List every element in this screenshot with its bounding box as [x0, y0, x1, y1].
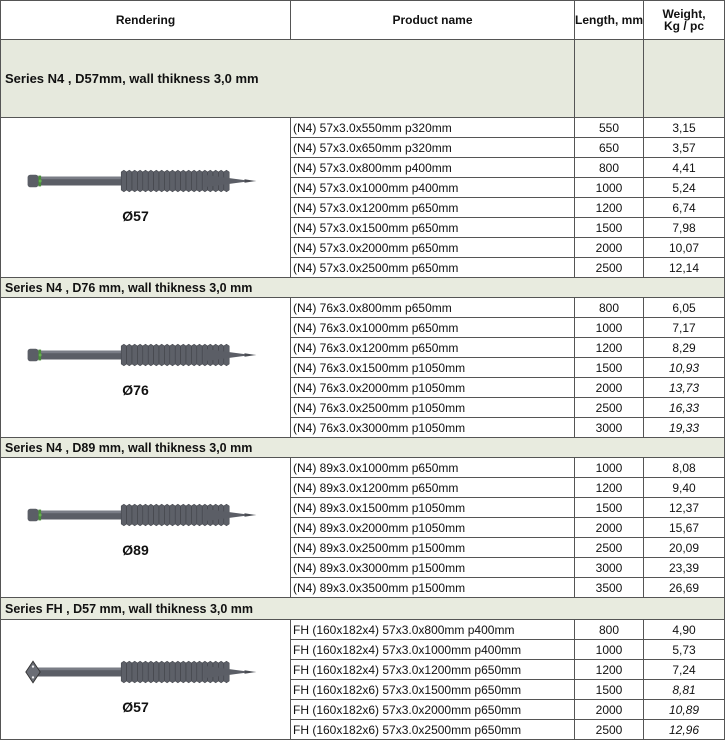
weight-value: 8,08 [644, 458, 725, 478]
header-rendering: Rendering [0, 0, 291, 40]
weight-value: 3,15 [644, 118, 725, 138]
rendering-cell [0, 118, 291, 278]
length-value: 1500 [575, 358, 644, 378]
weight-value: 7,17 [644, 318, 725, 338]
product-name: FH (160x182x4) 57x3.0x800mm p400mm [291, 620, 575, 640]
weight-value: 10,93 [644, 358, 725, 378]
product-name: FH (160x182x6) 57x3.0x2000mm p650mm [291, 700, 575, 720]
series-title-length-cell [575, 40, 644, 118]
diameter-label: Ø89 [122, 542, 149, 558]
header-length: Length, mm [575, 0, 644, 40]
length-value: 3000 [575, 558, 644, 578]
length-value: 800 [575, 298, 644, 318]
length-value: 550 [575, 118, 644, 138]
product-name: (N4) 89x3.0x2500mm p1500mm [291, 538, 575, 558]
product-name: (N4) 89x3.0x3000mm p1500mm [291, 558, 575, 578]
length-value: 1500 [575, 680, 644, 700]
rendering-cell [0, 458, 291, 598]
weight-value: 7,24 [644, 660, 725, 680]
weight-value: 9,40 [644, 478, 725, 498]
weight-value: 15,67 [644, 518, 725, 538]
rendering-cell [0, 298, 291, 438]
series-title: Series FH , D57 mm, wall thikness 3,0 mm [0, 598, 725, 620]
product-name: (N4) 76x3.0x2000mm p1050mm [291, 378, 575, 398]
product-name: (N4) 57x3.0x2000mm p650mm [291, 238, 575, 258]
ground-screw-icon [11, 654, 271, 690]
length-value: 1000 [575, 640, 644, 660]
product-name: (N4) 89x3.0x1500mm p1050mm [291, 498, 575, 518]
length-value: 2000 [575, 700, 644, 720]
product-name: (N4) 89x3.0x1000mm p650mm [291, 458, 575, 478]
header-weight-line1: Weight, [662, 7, 706, 21]
product-name: (N4) 57x3.0x1200mm p650mm [291, 198, 575, 218]
series-title: Series N4 , D57mm, wall thikness 3,0 mm [0, 40, 575, 118]
weight-value: 4,41 [644, 158, 725, 178]
rendering-cell [0, 620, 291, 740]
ground-screw-icon [11, 497, 271, 533]
weight-value: 8,81 [644, 680, 725, 700]
product-name: FH (160x182x4) 57x3.0x1200mm p650mm [291, 660, 575, 680]
weight-value: 3,57 [644, 138, 725, 158]
weight-value: 10,07 [644, 238, 725, 258]
weight-value: 8,29 [644, 338, 725, 358]
weight-value: 20,09 [644, 538, 725, 558]
weight-value: 7,98 [644, 218, 725, 238]
length-value: 800 [575, 620, 644, 640]
series-title: Series N4 , D89 mm, wall thikness 3,0 mm [0, 438, 725, 458]
product-name: (N4) 57x3.0x650mm p320mm [291, 138, 575, 158]
weight-value: 6,05 [644, 298, 725, 318]
product-name: (N4) 76x3.0x1500mm p1050mm [291, 358, 575, 378]
series-title-weight-cell [644, 40, 725, 118]
length-value: 1200 [575, 660, 644, 680]
weight-value: 19,33 [644, 418, 725, 438]
weight-value: 23,39 [644, 558, 725, 578]
weight-value: 12,14 [644, 258, 725, 278]
length-value: 2500 [575, 538, 644, 558]
length-value: 2000 [575, 238, 644, 258]
length-value: 800 [575, 158, 644, 178]
series-title: Series N4 , D76 mm, wall thikness 3,0 mm [0, 278, 725, 298]
length-value: 1200 [575, 478, 644, 498]
product-name: FH (160x182x4) 57x3.0x1000mm p400mm [291, 640, 575, 660]
length-value: 650 [575, 138, 644, 158]
weight-value: 13,73 [644, 378, 725, 398]
length-value: 1500 [575, 498, 644, 518]
product-name: (N4) 89x3.0x2000mm p1050mm [291, 518, 575, 538]
length-value: 2000 [575, 518, 644, 538]
length-value: 1000 [575, 318, 644, 338]
weight-value: 4,90 [644, 620, 725, 640]
weight-value: 16,33 [644, 398, 725, 418]
length-value: 2500 [575, 398, 644, 418]
length-value: 3000 [575, 418, 644, 438]
product-name: (N4) 57x3.0x2500mm p650mm [291, 258, 575, 278]
weight-value: 6,74 [644, 198, 725, 218]
product-name: (N4) 76x3.0x2500mm p1050mm [291, 398, 575, 418]
product-name: (N4) 57x3.0x550mm p320mm [291, 118, 575, 138]
product-name: (N4) 57x3.0x800mm p400mm [291, 158, 575, 178]
product-name: (N4) 76x3.0x1000mm p650mm [291, 318, 575, 338]
ground-screw-icon [11, 337, 271, 373]
weight-value: 10,89 [644, 700, 725, 720]
header-product-name: Product name [291, 0, 575, 40]
weight-value: 26,69 [644, 578, 725, 598]
product-name: (N4) 57x3.0x1000mm p400mm [291, 178, 575, 198]
length-value: 1200 [575, 338, 644, 358]
product-name: (N4) 76x3.0x3000mm p1050mm [291, 418, 575, 438]
product-name: (N4) 76x3.0x1200mm p650mm [291, 338, 575, 358]
weight-value: 12,37 [644, 498, 725, 518]
diameter-label: Ø57 [122, 208, 149, 224]
ground-screw-icon [11, 163, 271, 199]
length-value: 3500 [575, 578, 644, 598]
diameter-label: Ø57 [122, 699, 149, 715]
weight-value: 12,96 [644, 720, 725, 740]
header-weight [644, 0, 725, 40]
product-name: FH (160x182x6) 57x3.0x2500mm p650mm [291, 720, 575, 740]
length-value: 2500 [575, 258, 644, 278]
length-value: 1500 [575, 218, 644, 238]
product-name: (N4) 76x3.0x800mm p650mm [291, 298, 575, 318]
product-name: FH (160x182x6) 57x3.0x1500mm p650mm [291, 680, 575, 700]
product-name: (N4) 89x3.0x1200mm p650mm [291, 478, 575, 498]
length-value: 2000 [575, 378, 644, 398]
length-value: 1000 [575, 178, 644, 198]
product-name: (N4) 89x3.0x3500mm p1500mm [291, 578, 575, 598]
weight-value: 5,73 [644, 640, 725, 660]
length-value: 2500 [575, 720, 644, 740]
product-name: (N4) 57x3.0x1500mm p650mm [291, 218, 575, 238]
length-value: 1200 [575, 198, 644, 218]
weight-value: 5,24 [644, 178, 725, 198]
length-value: 1000 [575, 458, 644, 478]
header-weight-line2: Kg / pc [663, 19, 704, 33]
diameter-label: Ø76 [122, 382, 149, 398]
